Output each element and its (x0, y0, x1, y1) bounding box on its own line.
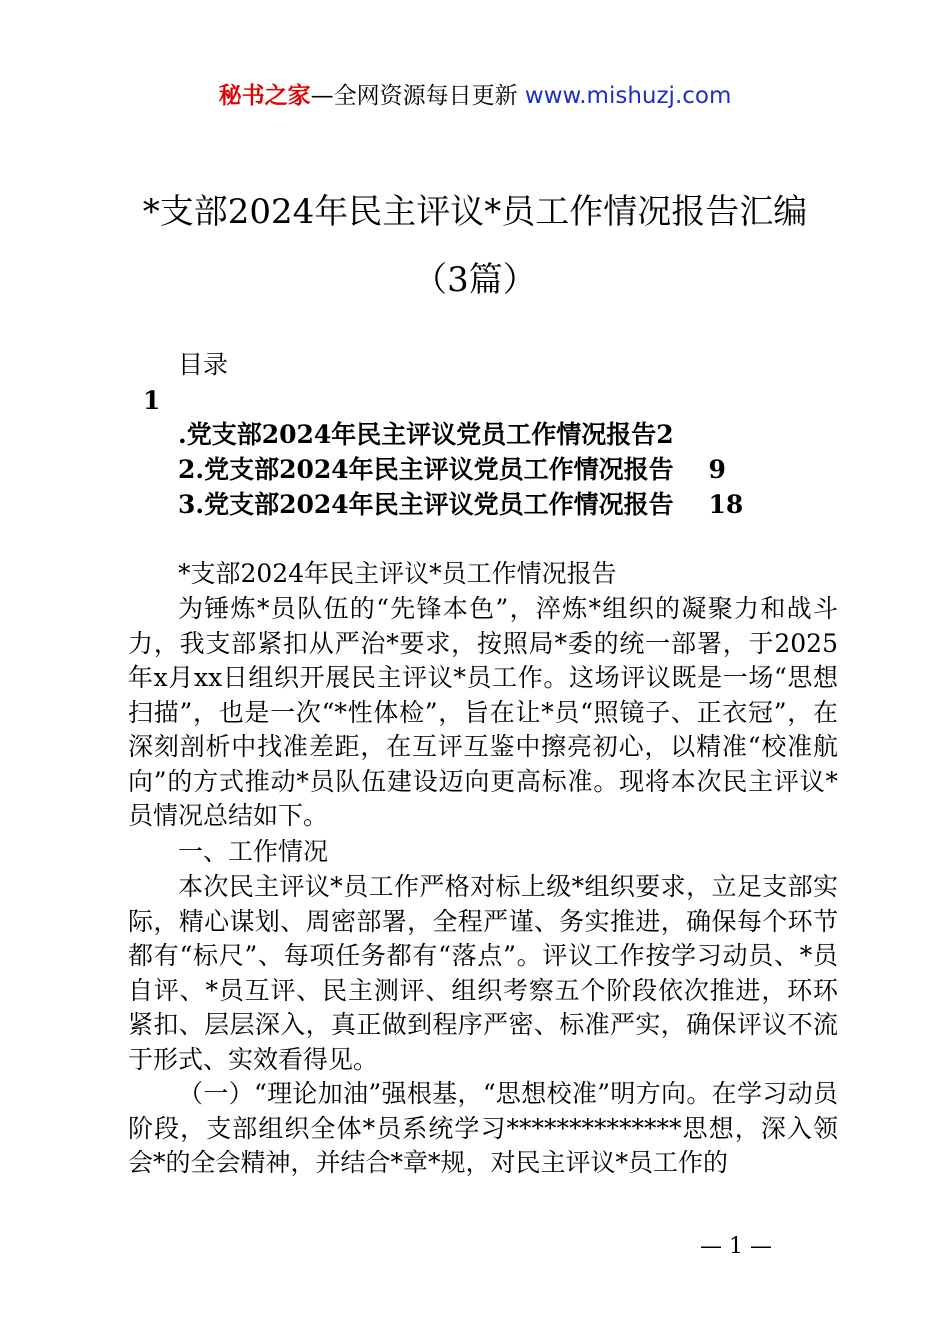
site-url-link[interactable]: www.mishuzj.com (524, 83, 732, 109)
section-heading-work: 一、工作情况 (178, 837, 329, 866)
toc-heading: 目录 (178, 350, 229, 379)
document-subtitle: （3篇） (413, 260, 537, 300)
toc-number-1: 1 (143, 386, 161, 415)
paragraph-work: 本次民主评议*员工作严格对标上级*组织要求，立足支部实际，精心谋划、周密部署，全程严谨、务实推进，确保每个环节都有“标尺”、每项任务都有“落点”。评议工作按学习动员、*员自评、*员互评、民主测评、组织考察五个阶段依次推进，环环紧扣、层层深入，真正做到程序严密、标准严实，确保评议不流于形式、实效看得见。 (128, 872, 838, 1074)
toc-item-2[interactable]: 2.党支部2024年民主评议党员工作情况报告 9 (178, 455, 726, 484)
toc-item-3[interactable]: 3.党支部2024年民主评议党员工作情况报告 18 (178, 490, 744, 519)
report-title: *支部2024年民主评议*员工作情况报告 (178, 559, 617, 588)
brand-name: 秘书之家 (218, 83, 311, 109)
toc-item-1[interactable]: .党支部2024年民主评议党员工作情况报告2 (178, 420, 674, 449)
header-tagline: —全网资源每日更新 (310, 83, 525, 109)
document-title: *支部2024年民主评议*员工作情况报告汇编 (142, 192, 808, 232)
page-number: — 1 — (700, 1234, 772, 1259)
paragraph-intro: 为锤炼*员队伍的“先锋本色”，淬炼*组织的凝聚力和战斗力，我支部紧扣从严治*要求，按照局*委的统一部署，于2025年x月xx日组织开展民主评议*员工作。这场评议既是一场“思想扫描”，也是一次“*性体检”，旨在让*员“照镜子、正衣冠”，在深刻剖析中找准差距，在互评互鉴中擦亮初心，以精准“校准航向”的方式推动*员队伍建设迈向更高标准。现将本次民主评议*员情况总结如下。 (128, 594, 838, 830)
paragraph-theory: （一）“理论加油”强根基，“思想校准”明方向。在学习动员阶段，支部组织全体*员系统学习**************思想，深入领会*的全会精神，并结合*章*规，对民主评议*员工作的 (128, 1079, 838, 1177)
site-header (0, 80, 950, 112)
